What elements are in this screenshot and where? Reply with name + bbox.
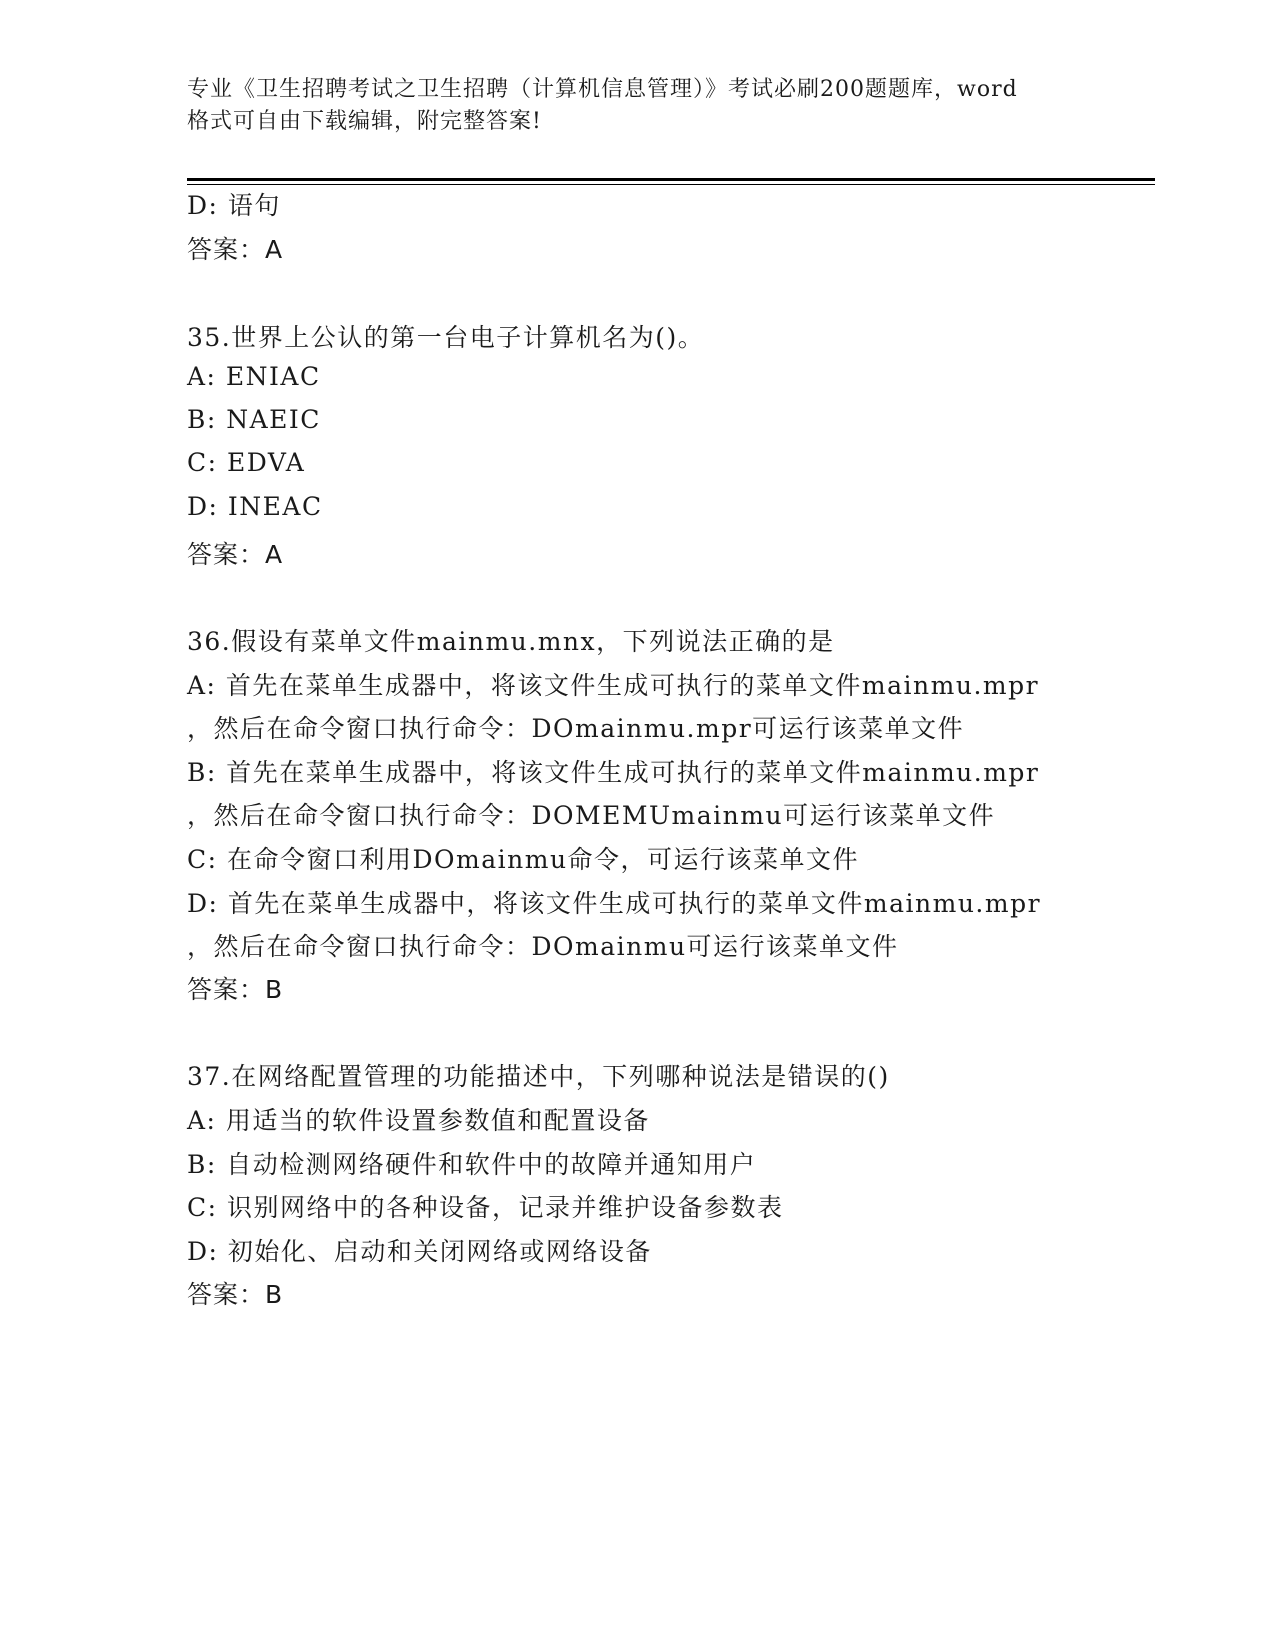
q36-question: 36.假设有菜单文件mainmu.mnx，下列说法正确的是 bbox=[187, 627, 835, 656]
header-title-line-1: 专业《卫生招聘考试之卫生招聘（计算机信息管理）》考试必刷200题题库，word bbox=[187, 77, 1018, 102]
q35-option-c: C: EDVA bbox=[187, 448, 306, 477]
q36-option-b-line-2: ，然后在命令窗口执行命令：DOMEMUmainmu可运行该菜单文件 bbox=[187, 801, 996, 830]
q36-option-c: C: 在命令窗口利用DOmainmu命令，可运行该菜单文件 bbox=[187, 845, 860, 874]
q37-option-d: D: 初始化、启动和关闭网络或网络设备 bbox=[187, 1237, 652, 1266]
document-header bbox=[187, 74, 1087, 138]
q36-option-d-line-2: ，然后在命令窗口执行命令：DOmainmu可运行该菜单文件 bbox=[187, 932, 899, 961]
q37-answer: 答案：B bbox=[187, 1280, 284, 1309]
q36-answer: 答案：B bbox=[187, 975, 284, 1004]
prev-option-d: D: 语句 bbox=[187, 191, 281, 220]
prev-answer: 答案：A bbox=[187, 235, 284, 264]
q36-option-a-line-1: A: 首先在菜单生成器中，将该文件生成可执行的菜单文件mainmu.mpr bbox=[187, 671, 1040, 700]
q35-option-d: D: INEAC bbox=[187, 492, 323, 521]
q36-option-d-line-1: D: 首先在菜单生成器中，将该文件生成可执行的菜单文件mainmu.mpr bbox=[187, 889, 1042, 918]
q36-option-a-line-2: ，然后在命令窗口执行命令：DOmainmu.mpr可运行该菜单文件 bbox=[187, 714, 965, 743]
q35-option-b: B: NAEIC bbox=[187, 405, 321, 434]
header-divider-thick bbox=[187, 178, 1155, 181]
q36-option-b-line-1: B: 首先在菜单生成器中，将该文件生成可执行的菜单文件mainmu.mpr bbox=[187, 758, 1040, 787]
header-title-line-2: 格式可自由下载编辑，附完整答案! bbox=[187, 109, 542, 134]
q37-option-a: A: 用适当的软件设置参数值和配置设备 bbox=[187, 1106, 650, 1135]
header-divider-thin bbox=[187, 184, 1155, 185]
q35-question: 35.世界上公认的第一台电子计算机名为()。 bbox=[187, 323, 705, 352]
q35-answer: 答案：A bbox=[187, 540, 284, 569]
q37-option-b: B: 自动检测网络硬件和软件中的故障并通知用户 bbox=[187, 1150, 757, 1179]
q35-option-a: A: ENIAC bbox=[187, 362, 321, 391]
q37-question: 37.在网络配置管理的功能描述中，下列哪种说法是错误的() bbox=[187, 1062, 890, 1091]
q37-option-c: C: 识别网络中的各种设备，记录并维护设备参数表 bbox=[187, 1193, 784, 1222]
